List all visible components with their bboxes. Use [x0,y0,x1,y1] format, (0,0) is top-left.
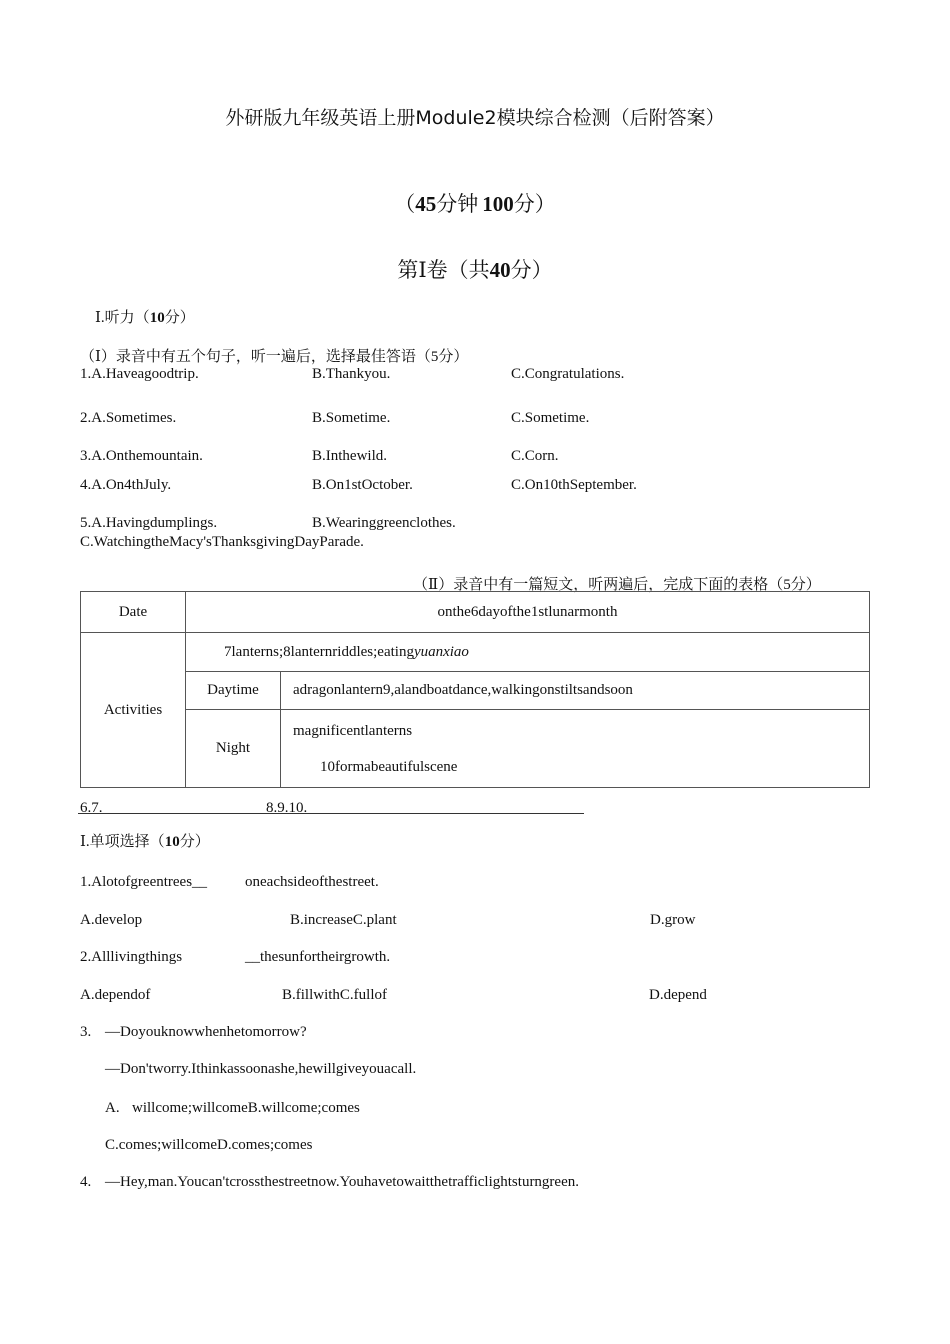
date-label: Date [81,592,186,633]
points-unit: 分） [513,192,556,216]
table-row-date [81,592,870,633]
answer-underline [78,813,584,814]
part-points: 40 [489,258,511,282]
choice-q4-number: 4. [80,1174,92,1190]
choice-q3-number: 3. [80,1024,92,1040]
part-prefix: 第Ⅰ卷（共 [397,258,490,282]
choice-q3-options-ab: willcome;willcomeB.willcome;comes [132,1100,360,1116]
choice-q3-line-1: —Doyouknowwhenhetomorrow? [105,1024,307,1040]
choice-heading-prefix: Ⅰ.单项选择（ [80,834,165,850]
activities-label: Activities [81,633,186,788]
q3-option-b: B.Inthewild. [312,448,387,464]
q5-option-c: C.WatchingtheMacy'sThanksgivingDayParade. [80,534,364,550]
choice-heading [80,830,210,851]
part-one-heading [0,254,950,284]
q2-option-a: 2.A.Sometimes. [80,410,177,426]
night-value [281,710,870,788]
choice-q4-line-1: —Hey,man.Youcan'tcrossthestreetnow.Youhavetowaitthetrafficlightsturngreen. [105,1174,579,1190]
choice-q1-option-bc: B.increaseC.plant [290,912,397,928]
date-value: onthe6dayofthe1stlunarmonth [186,592,870,633]
minutes-unit: 分钟 [436,192,479,216]
choice-q2-option-bc: B.fillwithC.fullof [282,987,387,1003]
time-and-score [0,188,950,218]
table-row-daytime [81,672,870,710]
night-value-line-1: magnificentlanterns [293,722,413,739]
points-value: 100 [482,192,514,216]
choice-heading-points: 10 [164,834,180,850]
night-label: Night [186,710,281,788]
q4-option-c: C.On10thSeptember. [511,477,637,493]
q2-option-b: B.Sometime. [312,410,391,426]
choice-q1-option-a: A.develop [80,912,143,928]
q1-option-c: C.Congratulations. [511,366,625,382]
document-title: 外研版九年级英语上册Module2模块综合检测（后附答案） [225,107,725,129]
q4-option-a: 4.A.On4thJuly. [80,477,172,493]
choice-q3-options-cd: C.comes;willcomeD.comes;comes [105,1137,313,1153]
choice-q2-stem-a: 2.Alllivingthings [80,949,183,965]
answer-line-right: 8.9.10. [266,800,308,816]
listening-table [80,591,870,788]
activities-general-text: 7lanterns;8lanternriddles;eating [224,643,414,660]
choice-q2-stem-b: __thesunfortheirgrowth. [245,949,391,965]
q5-option-b: B.Wearinggreenclothes. [312,515,456,531]
listening-heading-prefix: Ⅰ.听力（ [95,310,150,326]
q3-option-a: 3.A.Onthemountain. [80,448,203,464]
activities-general [186,633,870,672]
minutes-value: 45 [415,192,437,216]
choice-q3-line-2: —Don'tworry.Ithinkassoonashe,hewillgiveyouacall. [105,1061,417,1077]
activities-general-italic: yuanxiao [413,643,469,660]
listening-heading-points: 10 [149,310,165,326]
choice-q1-option-d: D.grow [650,912,696,928]
choice-q3-option-label: A. [105,1100,120,1116]
night-value-line-2: 10formabeautifulscene [320,758,458,775]
daytime-value: adragonlantern9,alandboatdance,walkingonstiltsandsoon [281,672,870,710]
answer-line-left: 6.7. [80,800,103,816]
daytime-label: Daytime [186,672,281,710]
listening-sub1-instruction: （Ⅰ）录音中有五个句子，听一遍后，选择最佳答语（5分） [80,349,469,365]
q1-option-a: 1.A.Haveagoodtrip. [80,366,199,382]
q5-option-a: 5.A.Havingdumplings. [80,515,218,531]
q4-option-b: B.On1stOctober. [312,477,413,493]
table-row-night [81,710,870,788]
listening-sub2-instruction: （Ⅱ）录音中有一篇短文，听两遍后，完成下面的表格（5分） [413,577,821,593]
q3-option-c: C.Corn. [511,448,559,464]
part-suffix: 分） [510,258,553,282]
choice-q1-stem-b: oneachsideofthestreet. [245,874,379,890]
time-prefix: （ [394,192,416,216]
listening-heading [95,306,195,327]
table-row-activities-general [81,633,870,672]
choice-q2-option-a: A.dependof [80,987,151,1003]
choice-q2-option-d: D.depend [649,987,707,1003]
q2-option-c: C.Sometime. [511,410,590,426]
choice-q1-stem-a: 1.Alotofgreentrees__ [80,874,208,890]
listening-heading-suffix: 分） [164,310,195,326]
q1-option-b: B.Thankyou. [312,366,391,382]
choice-heading-suffix: 分） [179,834,210,850]
